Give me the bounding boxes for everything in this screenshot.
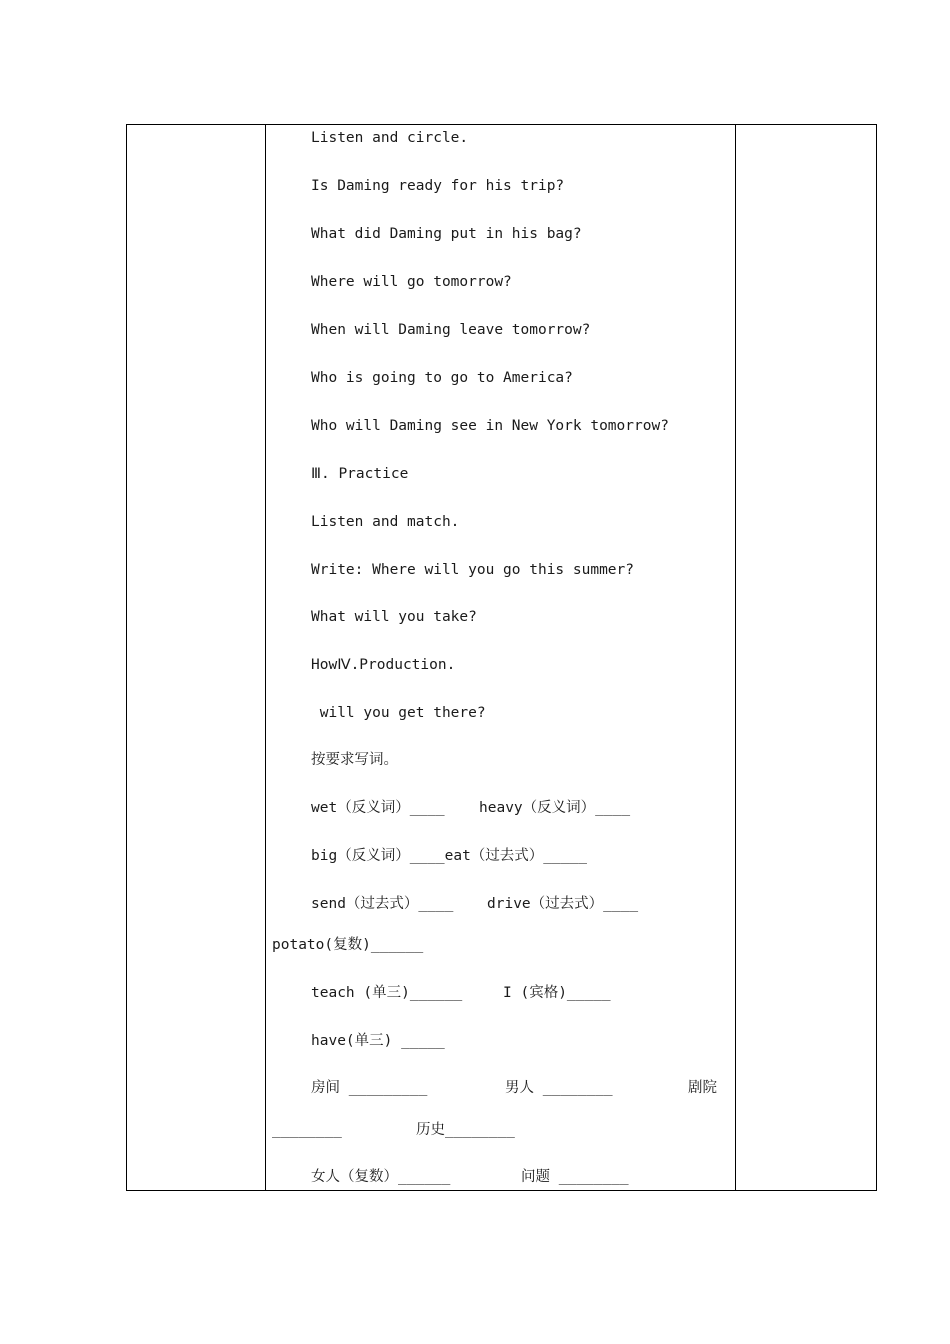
question-where-go: Where will go tomorrow? (311, 274, 512, 290)
writing-prompt-where: Write: Where will you go this summer? (311, 562, 635, 578)
column-divider-left (265, 125, 266, 1190)
writing-prompt-take: What will you take? (311, 609, 477, 625)
exercise-history: 历史________ (416, 1122, 515, 1138)
question-put-in-bag: What did Daming put in his bag? (311, 226, 582, 242)
exercise-teach-third: teach (单三)______ (311, 985, 463, 1001)
instruction-write-words: 按要求写词。 (311, 752, 398, 768)
exercise-problem: 问题 ________ (521, 1169, 629, 1185)
instruction-listen-match: Listen and match. (311, 514, 460, 530)
writing-prompt-get-there: will you get there? (311, 705, 486, 721)
question-who-see: Who will Daming see in New York tomorrow? (311, 418, 669, 434)
exercise-have-third: have(单三) _____ (311, 1033, 445, 1049)
exercise-wet-antonym: wet（反义词）____ (311, 800, 445, 816)
exercise-big-eat: big（反义词）____eat（过去式）_____ (311, 848, 587, 864)
section-practice-heading: Ⅲ. Practice (311, 466, 409, 482)
exercise-i-object: I (宾格)_____ (503, 985, 611, 1001)
column-divider-right (735, 125, 736, 1190)
exercise-drive-past: drive（过去式）____ (487, 896, 639, 912)
exercise-send-past: send（过去式）____ (311, 896, 454, 912)
exercise-man: 男人 ________ (505, 1080, 613, 1096)
exercise-theatre-blank: ________ (272, 1122, 342, 1138)
exercise-women-plural: 女人（复数）______ (311, 1169, 451, 1185)
question-when-leave: When will Daming leave tomorrow? (311, 322, 591, 338)
instruction-listen-circle: Listen and circle. (311, 130, 469, 146)
exercise-theatre: 剧院 (688, 1080, 717, 1096)
question-who-america: Who is going to go to America? (311, 370, 573, 386)
exercise-potato-plural: potato(复数)______ (272, 937, 424, 953)
exercise-heavy-antonym: heavy（反义词）____ (479, 800, 631, 816)
question-ready-trip: Is Daming ready for his trip? (311, 178, 565, 194)
exercise-room: 房间 _________ (311, 1080, 428, 1096)
section-production-heading: HowⅣ.Production. (311, 657, 456, 673)
